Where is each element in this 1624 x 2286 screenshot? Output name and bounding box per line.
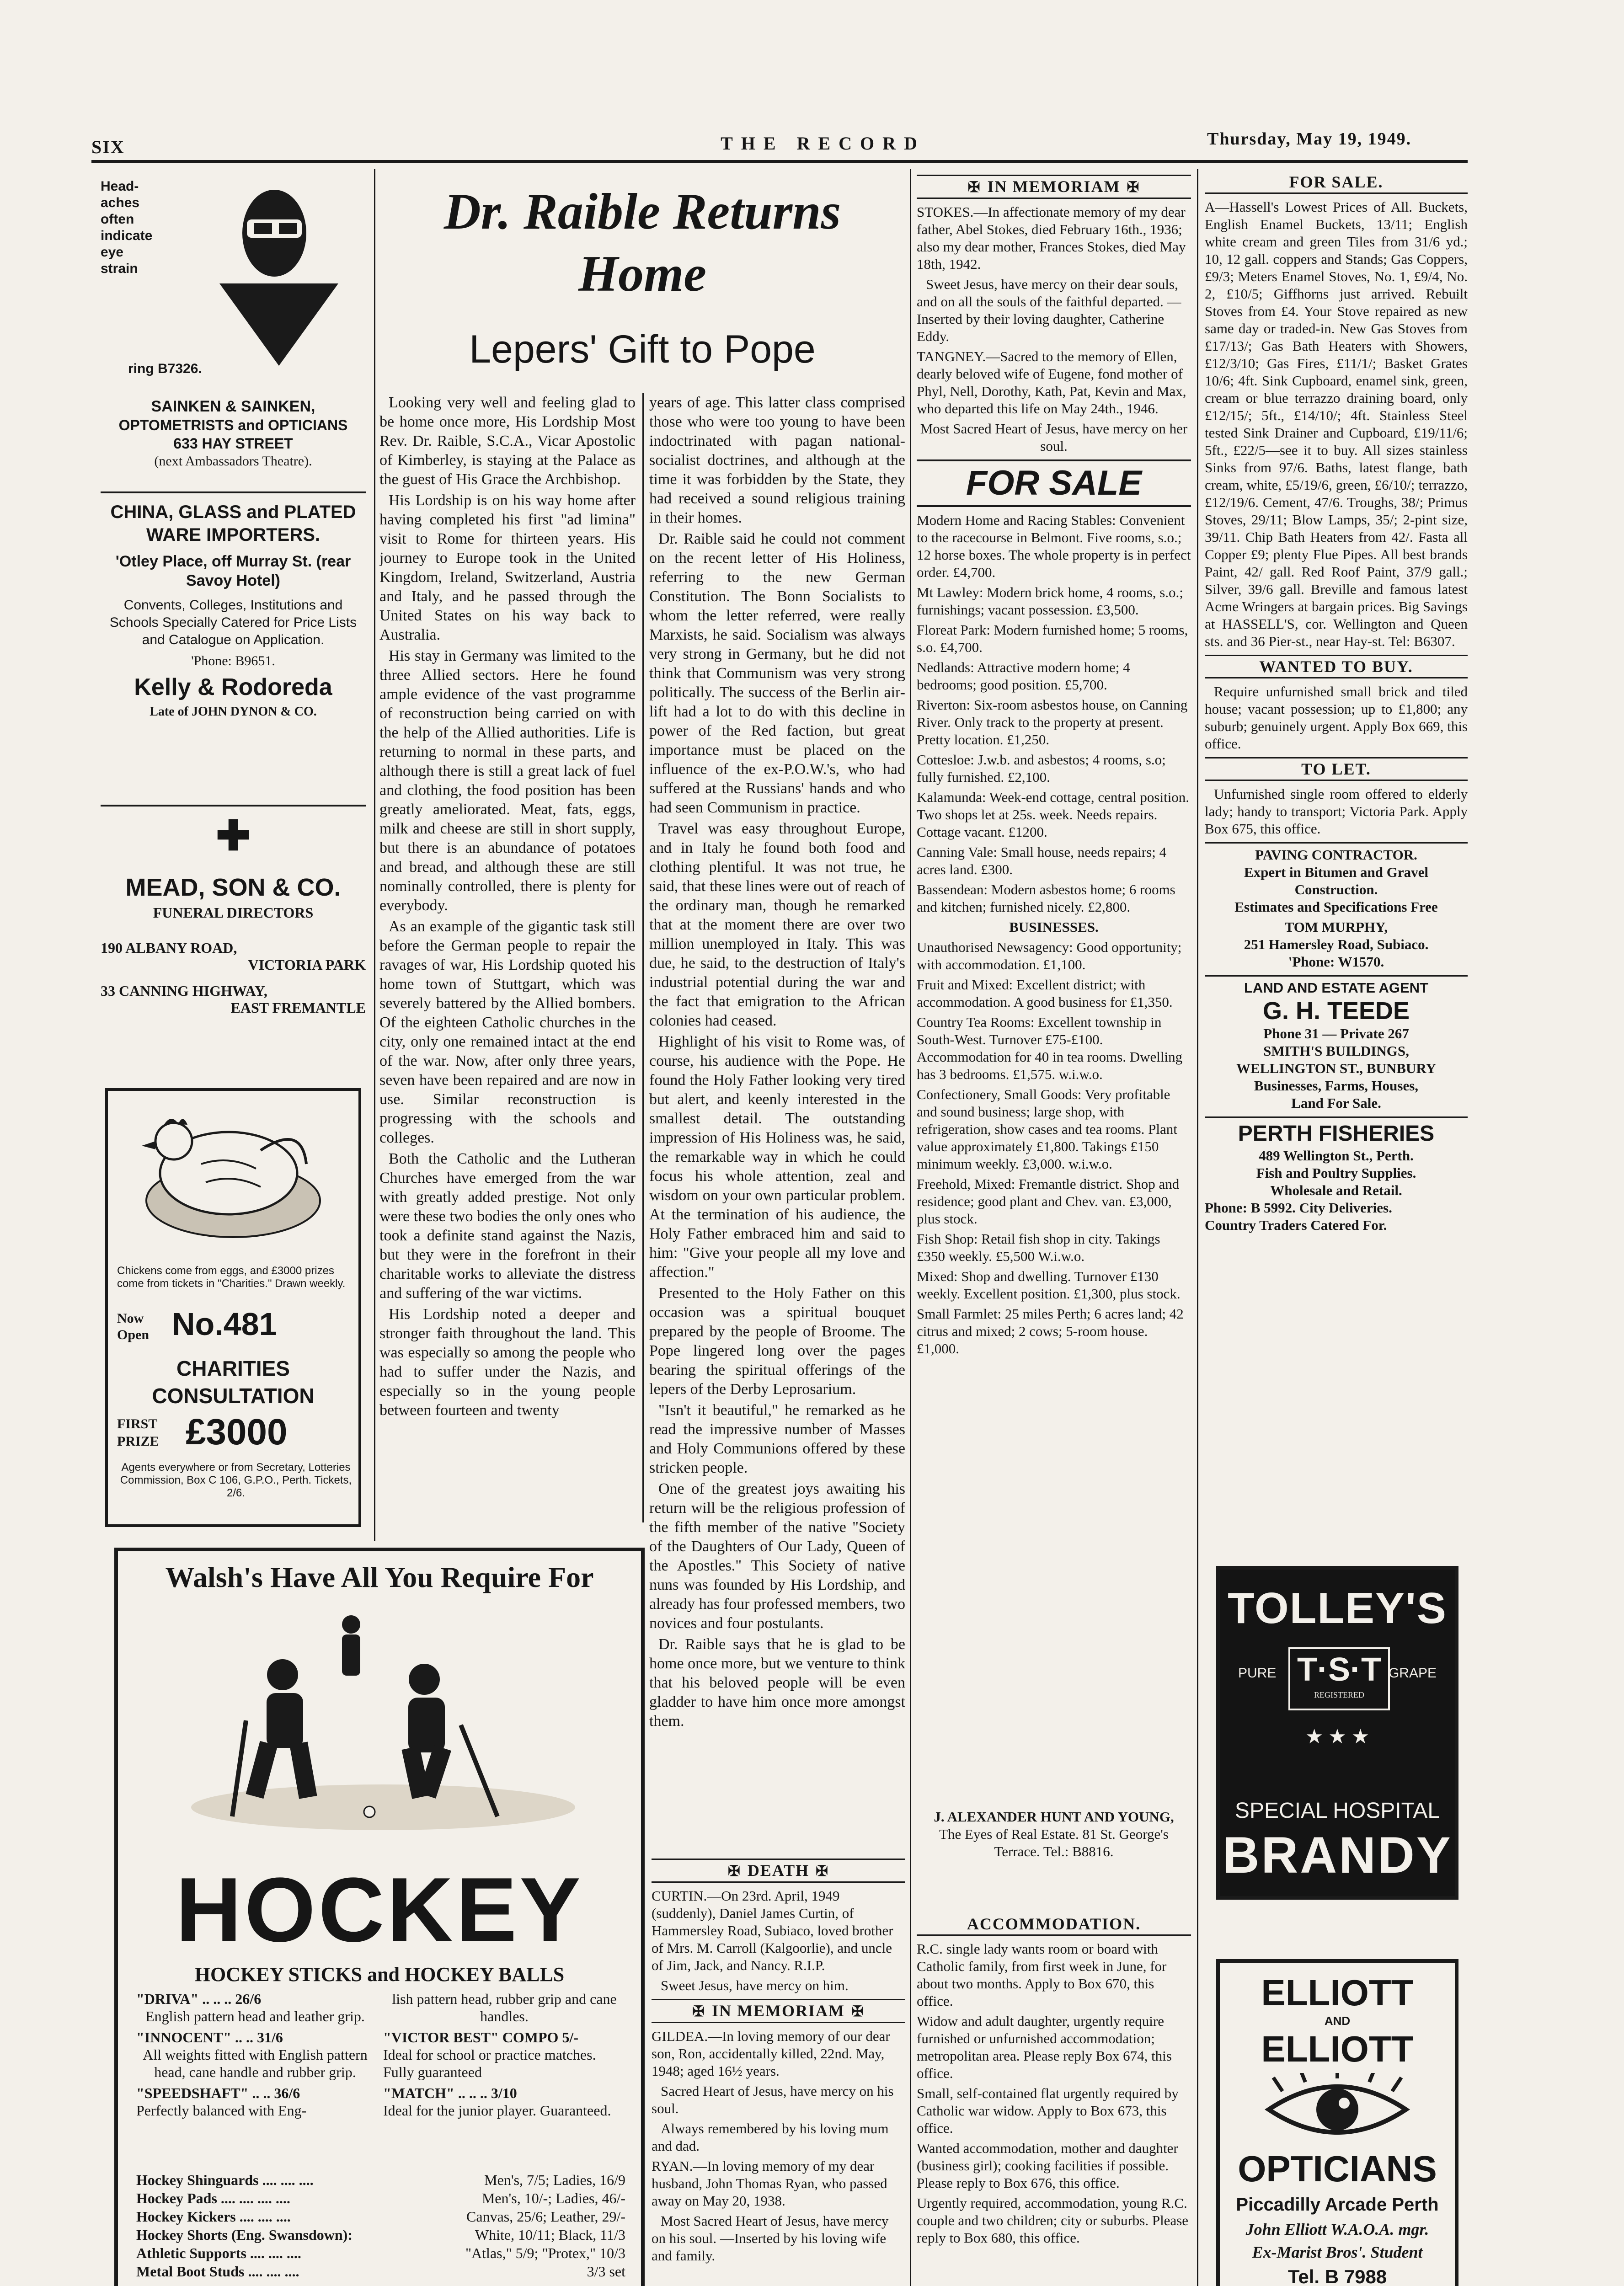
article-paragraph: Travel was easy throughout Europe, and in Italy he found both food and clothing plentiful. It was not true, he said, that these lines were out of reach of the ordinary man, though he remarked that at the moment there are over two million unemployed in Italy. This was due, he said, to the destruction of Italy's industrial potential during the war and the fact that emigration to the African colonies had ceased.	[649, 820, 905, 1029]
article-paragraph: years of age. This latter class comprised those who were too young to have been indoctrinated with pagan national-socialist doctrines, and although at the time it was forbidden by the State, they had received a sound religious training in their homes.	[649, 394, 905, 526]
article-paragraph: Presented to the Holy Father on this occasion was a spiritual bouquet prepared by the people of Broome. The Pope lingered long over the pages bearing the spiritual offerings of the lepers of the Derby Leprosarium.	[649, 1285, 905, 1398]
land-address-2: WELLINGTON ST., BUNBURY	[1236, 1060, 1437, 1076]
price-value: White, 10/11; Black, 11/3	[475, 2227, 625, 2243]
agent-name: J. ALEXANDER HUNT AND YOUNG,	[934, 1809, 1174, 1825]
column-rule	[1197, 169, 1198, 2286]
stick-name: "SPEEDSHAFT" .. .. 36/6	[136, 2085, 300, 2101]
hockey-price-list	[136, 2171, 625, 2281]
funeral-sub: FUNERAL DIRECTORS	[153, 904, 314, 921]
tolley-brandy: BRANDY	[1222, 1827, 1453, 1884]
china-late: Late of JOHN DYNON & CO.	[150, 705, 317, 719]
accommodation-entry: Wanted accommodation, mother and daughter (business girl); cooking facilities if possible. Please reply to Box 676, this office.	[917, 2140, 1178, 2191]
land-line-1: Businesses, Farms, Houses,	[1254, 1078, 1419, 1094]
hockey-heading: HOCKEY	[176, 1859, 583, 1961]
land-line-2: Land For Sale.	[1291, 1095, 1381, 1111]
paving-line-2: Estimates and Specifications Free	[1234, 899, 1438, 915]
funeral-address-1: 190 ALBANY ROAD,	[101, 940, 237, 956]
fisheries-phone: Phone: B 5992. City Deliveries.	[1205, 1200, 1392, 1216]
article-paragraph: Highlight of his visit to Rome was, of course, his audience with the Pope. He found the Holy Father looking very tired but alert, and keenly interested in the smallest detail. The outstanding impression of His Holiness was, he said, the remarkable way in which he could focus his whole attention, zeal and wisdom on your own particular problem. At the termination of his audience, the Holy Father embraced him and said to him: "Give your people all my love and affection."	[649, 1033, 905, 1281]
sale-listing: Confectionery, Small Goods: Very profitable and sound business; large shop, with refrigeration, show cases and tea rooms. Plant value approximately £1,800. Takings £150 minimum weekly. £3,000. w.i.w.o.	[917, 1086, 1177, 1172]
fisheries-address: 489 Wellington St., Perth.	[1259, 1148, 1414, 1164]
stick-name: "VICTOR BEST" COMPO 5/-	[383, 2029, 578, 2046]
sale-listing: Canning Vale: Small house, needs repairs; 4 acres land. £300.	[917, 844, 1167, 877]
fisheries-title: PERTH FISHERIES	[1238, 1122, 1435, 1146]
eye-icon	[1264, 2073, 1410, 2146]
tst-registered: REGISTERED	[1314, 1690, 1364, 1699]
wanted-body: Require unfurnished small brick and tiled house; vacant possession; up to £1,800; any suburb; genuinely urgent. Apply Box 669, this office.	[1205, 684, 1468, 752]
hockey-players-icon	[177, 1606, 589, 1844]
sale-listing: Nedlands: Attractive modern home; 4 bedrooms; good position. £5,700.	[917, 659, 1130, 693]
memoriam-entry: Sacred Heart of Jesus, have mercy on his soul.	[652, 2083, 894, 2116]
memoriam-entry: TANGNEY.—Sacred to the memory of Ellen, dearly beloved wife of Eugene, fond mother of Phyl, Nell, Dorothy, Kath, Pat, Kevin and Max, who departed this life on May 24th., 1946.	[917, 348, 1186, 417]
funeral-name: MEAD, SON & CO.	[125, 874, 341, 901]
china-phone: 'Phone: B9651.	[191, 653, 275, 668]
accommodation-entry: Urgently required, accommodation, young R.C. couple and two children; city or suburbs. Please reply to Box 680, this office.	[917, 2195, 1189, 2246]
column-rule	[910, 169, 911, 2286]
page-number: SIX	[91, 137, 125, 157]
hockey-stick-item	[383, 2029, 625, 2081]
cross-icon: ✠	[692, 2003, 706, 2019]
price-row	[136, 2189, 625, 2207]
elliott-opticians: OPTICIANS	[1238, 2148, 1437, 2189]
land-phone: Phone 31 — Private 267	[1263, 1025, 1409, 1042]
elliott-manager: John Elliott W.A.O.A. mgr.	[1245, 2220, 1429, 2238]
to-let-heading: TO LET.	[1205, 757, 1468, 781]
cross-icon: ✠	[1127, 179, 1140, 195]
paving-title: PAVING CONTRACTOR.	[1255, 847, 1417, 863]
sale-listing: Bassendean: Modern asbestos home; 6 rooms and kitchen; furnished nicely. £2,800.	[917, 881, 1175, 915]
hockey-right-list	[383, 1990, 625, 2119]
stick-desc: lish pattern head, rubber grip and cane handles.	[392, 1991, 617, 2024]
hockey-stick-item	[136, 1990, 374, 2025]
in-memoriam-heading	[917, 175, 1191, 199]
fisheries-line-1: Fish and Poultry Supplies.	[1256, 1165, 1416, 1181]
optometrist-address: 633 HAY STREET	[173, 435, 293, 452]
stick-name: "DRIVA" .. .. .. 26/6	[136, 1991, 262, 2007]
elliott-opticians-ad	[1216, 1959, 1458, 2286]
paving-ad	[1205, 842, 1468, 971]
tst-text: T·S·T	[1297, 1651, 1381, 1688]
stick-name: "MATCH" .. .. .. 3/10	[383, 2085, 517, 2101]
optometrist-name: SAINKEN & SAINKEN,	[151, 398, 315, 415]
charities-prize: £3000	[186, 1411, 288, 1452]
walsh-hockey-ad	[114, 1548, 645, 2286]
hockey-stick-item	[383, 1990, 625, 2025]
tolley-pure: PURE	[1238, 1666, 1277, 1681]
hassell-for-sale-heading: FOR SALE.	[1205, 171, 1468, 194]
land-name: G. H. TEEDE	[1262, 997, 1410, 1025]
china-address: 'Otley Place, off Murray St. (rear Savoy Hotel)	[115, 553, 351, 589]
eye-strain-label: Head-aches often indicate eye strain	[101, 179, 153, 276]
hockey-left-list	[136, 1990, 374, 2119]
memoriam-entry: Most Sacred Heart of Jesus, have mercy on her soul.	[920, 421, 1188, 454]
price-item: Metal Boot Studs .... .... ....	[136, 2263, 299, 2280]
paving-phone: 'Phone: W1570.	[1288, 954, 1384, 970]
price-row	[136, 2244, 625, 2262]
price-item: Athletic Supports .... .... ....	[136, 2245, 301, 2261]
elliott-ex-marist: Ex-Marist Bros'. Student	[1252, 2243, 1423, 2261]
price-value: 3/3 set	[587, 2263, 625, 2280]
tolley-grape: GRAPE	[1388, 1666, 1437, 1681]
death-label: DEATH	[747, 1861, 810, 1880]
accommodation-column	[917, 1909, 1191, 2249]
cross-icon: ✠	[967, 179, 981, 195]
memoriam-entry: Always remembered by his loving mum and dad.	[652, 2120, 889, 2154]
china-firm: Kelly & Rodoreda	[134, 674, 332, 700]
article-paragraph: Both the Catholic and the Lutheran Churches have emerged from the war with greatly added prestige. Not only were these two bodies the only ones who took a definite stand against the Nazis, but they were in the forefront in their charitable works to alleviate the distress and suffering of the war victims.	[379, 1150, 636, 1302]
price-value: Men's, 10/-; Ladies, 46/-	[481, 2190, 625, 2206]
masthead-title: THE RECORD	[721, 133, 925, 154]
price-row	[136, 2207, 625, 2226]
price-value: Canvas, 25/6; Leather, 29/-	[466, 2208, 625, 2225]
fisheries-country: Country Traders Catered For.	[1205, 1217, 1387, 1233]
hockey-stick-item	[136, 2029, 374, 2081]
memoriam-entry: Most Sacred Heart of Jesus, have mercy on his soul. —Inserted by his loving wife and family.	[652, 2213, 889, 2264]
accommodation-entry: Widow and adult daughter, urgently require furnished or unfurnished accommodation; metropolitan area. Please reply Box 674, this office.	[917, 2013, 1172, 2081]
fisheries-line-2: Wholesale and Retail.	[1270, 1182, 1402, 1198]
classifieds-column	[917, 169, 1191, 1404]
masthead-rule	[91, 160, 1468, 163]
sale-listing: Floreat Park: Modern furnished home; 5 rooms, s.o. £4,700.	[917, 622, 1188, 655]
sale-listing: Mt Lawley: Modern brick home, 4 rooms, s.o.; furnishings; vacant possession. £3,500.	[917, 584, 1183, 618]
article-paragraph: Dr. Raible said he could not comment on the recent letter of His Holiness, referring to the new German Constitution. The Bonn Socialists to whom the letter referred, were really Marxists, he said. Socialism was always very strong in Germany, but he did not think that Communism was very strong politically. The success of the Berlin air-lift had a lot to do with this decline in power of the Red faction, but great importance must be placed on the influence of the ex-P.O.W.'s, who had suffered at the Russians' hands and who had seen Communism in practice.	[649, 530, 905, 816]
to-let-body: Unfurnished single room offered to elderly lady; handy to transport; Victoria Park. Apply Box 675, this office.	[1205, 786, 1468, 837]
article-column-a	[379, 393, 636, 1522]
price-row	[136, 2171, 625, 2189]
tst-badge	[1288, 1647, 1390, 1710]
cross-icon: ✠	[816, 1863, 829, 1879]
elliott-and: AND	[1324, 2014, 1351, 2028]
death-heading	[652, 1859, 905, 1883]
memoriam-entry: RYAN.—In loving memory of my dear husband, John Thomas Ryan, who passed away on May 20, 1938.	[652, 2158, 887, 2209]
sale-listing: Unauthorised Newsagency: Good opportunity; with accommodation. £1,100.	[917, 939, 1182, 972]
optometrist-note: (next Ambassadors Theatre).	[154, 454, 312, 469]
optometrist-sub: OPTOMETRISTS and OPTICIANS	[118, 417, 348, 433]
in-memoriam-label: IN MEMORIAM	[712, 2002, 845, 2020]
price-value: "Atlas," 5/9; "Protex," 10/3	[465, 2245, 625, 2261]
price-row	[136, 2226, 625, 2244]
memoriam-entry: STOKES.—In affectionate memory of my dear father, Abel Stokes, died February 16th., 1936; also my dear mother, Frances Stokes, died May 18th, 1942.	[917, 204, 1186, 272]
tolley-special: SPECIAL HOSPITAL	[1234, 1799, 1440, 1823]
accommodation-entry: Small, self-contained flat urgently required by Catholic war widow. Apply to Box 673, this office.	[917, 2085, 1179, 2136]
sale-listing: Country Tea Rooms: Excellent township in South-West. Turnover £75-£100. Accommodation for 40 in tea rooms. Dwelling has 3 bedrooms. £1,575. w.i.w.o.	[917, 1014, 1183, 1082]
divider	[101, 491, 366, 493]
wanted-heading: WANTED TO BUY.	[1205, 655, 1468, 678]
hockey-stick-item	[383, 2084, 625, 2119]
elliott-name-2: ELLIOTT	[1261, 2029, 1414, 2069]
sale-listing: Cottesloe: J.w.b. and asbestos; 4 rooms, s.o; fully furnished. £2,100.	[917, 752, 1166, 785]
elliott-tel: Tel. B 7988	[1287, 2266, 1387, 2286]
land-address-1: SMITH'S BUILDINGS,	[1263, 1043, 1409, 1059]
article-paragraph: His stay in Germany was limited to the three Allied sectors. Here he found ample evidence of the vast programme of reconstruction being carried on with the help of the Allied authorities. Life is returning to normal in these parts, and although there is still a great lack of fuel and clothing, the food position has been greatly ameliorated. Meat, fats, eggs, milk and cheese are still in short supply, but there is an abundance of potatoes and bread, and although these are still nominally controlled, there is plenty for everybody.	[379, 647, 636, 914]
article-paragraph: Looking very well and feeling glad to be home once more, His Lordship Most Rev. Dr. Raible, S.C.A., Vicar Apostolic of Kimberley, is staying at the Palace as the guest of His Grace the Archbishop.	[379, 394, 636, 488]
cross-icon: ✠	[851, 2003, 865, 2019]
sale-listing: Riverton: Six-room asbestos house, on Canning River. Only track to the property at present. Pretty location. £1,250.	[917, 697, 1188, 748]
charities-now-open: Now Open	[117, 1311, 150, 1342]
hen-icon	[110, 1095, 357, 1260]
article-paragraph: One of the greatest joys awaiting his return will be the religious profession of the fifth member of the native "Society of the Daughters of Our Lady, Queen of the Apostles." This Society of native nuns was founded by His Lordship, and already has four professed members, two novices and four postulants.	[649, 1480, 905, 1632]
sale-listing: Fruit and Mixed: Excellent district; with accommodation. A good business for £1,350.	[917, 977, 1173, 1010]
price-value: Men's, 7/5; Ladies, 16/9	[484, 2172, 625, 2188]
charities-agents: Agents everywhere or from Secretary, Lotteries Commission, Box C 106, G.P.O., Perth. Tickets, 2/6.	[120, 1461, 352, 1499]
divider	[101, 805, 366, 807]
article-column-b	[649, 393, 905, 1884]
funeral-ad	[101, 814, 366, 1016]
sale-listing: Fish Shop: Retail fish shop in city. Takings £350 weekly. £5,500 W.i.w.o.	[917, 1231, 1160, 1264]
funeral-address-4: EAST FREMANTLE	[230, 999, 366, 1016]
stick-desc: English pattern head and leather grip.	[145, 2008, 365, 2024]
article-paragraph: His Lordship is on his way home after having completed his first "ad limina" visit to Rome for thirteen years. His journey to Europe took in the United Kingdom, Ireland, Switzerland, Austria and Italy, and he passed through the United States on his way back to Australia.	[379, 492, 636, 643]
hockey-stick-item	[136, 2084, 374, 2119]
stick-desc: Ideal for school or practice matches. Fully guaranteed	[383, 2046, 596, 2080]
optometrist-ad	[101, 178, 366, 489]
price-row	[136, 2262, 625, 2281]
walsh-title: Walsh's Have All You Require For	[165, 1561, 594, 1593]
land-agent-ad	[1205, 975, 1468, 1112]
cross-icon: ✚	[216, 814, 251, 859]
tolley-brandy-ad	[1216, 1566, 1458, 1900]
china-title: CHINA, GLASS and PLATED WARE IMPORTERS.	[110, 502, 356, 545]
stick-desc: Ideal for the junior player. Guaranteed.	[383, 2102, 611, 2119]
agent-address: The Eyes of Real Estate. 81 St. George's Terrace. Tel.: B8816.	[939, 1826, 1169, 1859]
paving-line-1: Expert in Bitumen and Gravel Construction.	[1244, 864, 1428, 897]
charities-caption: Chickens come from eggs, and £3000 prizes come from tickets in "Charities." Drawn weekly.	[117, 1265, 346, 1290]
cross-icon: ✠	[728, 1863, 741, 1879]
tolley-name: TOLLEY'S	[1228, 1584, 1447, 1633]
elliott-arcade: Piccadilly Arcade Perth	[1236, 2195, 1439, 2215]
column-rule	[642, 393, 644, 1522]
price-item: Hockey Shinguards .... .... ....	[136, 2172, 314, 2188]
article-headline: Dr. Raible Returns Home	[443, 183, 841, 302]
fisheries-ad	[1205, 1116, 1468, 1234]
stick-name: "INNOCENT" .. .. 31/6	[136, 2029, 283, 2046]
charities-number: No.481	[172, 1306, 277, 1342]
charities-first-prize: FIRST PRIZE	[117, 1416, 159, 1449]
sale-listing: Kalamunda: Week-end cottage, central position. Two shops let at 25s. week. Needs repairs. Cottage vacant. £1200.	[917, 789, 1190, 840]
sale-listing: Small Farmlet: 25 miles Perth; 6 acres land; 42 citrus and mixed; 2 cows; 5-room house. £1,000.	[917, 1306, 1184, 1357]
in-memoriam-heading	[652, 1999, 905, 2023]
sale-listing: Modern Home and Racing Stables: Convenient to the racecourse in Belmont. Five rooms, s.o.; 12 horse boxes. The whole property is in perfect order. £4,700.	[917, 512, 1191, 580]
accommodation-heading: ACCOMMODATION.	[917, 1913, 1191, 1936]
elliott-name-1: ELLIOTT	[1261, 1972, 1414, 2013]
agent-block	[917, 1808, 1191, 1860]
right-column	[1205, 171, 1468, 1234]
article-subhead: Lepers' Gift to Pope	[469, 327, 816, 371]
paving-address: 251 Hamersley Road, Subiaco.	[1244, 936, 1429, 952]
death-entry: Sweet Jesus, have mercy on him.	[661, 1977, 849, 1993]
charities-ad	[105, 1088, 361, 1527]
stick-desc: Perfectly balanced with Eng-	[136, 2102, 307, 2119]
charities-title: CHARITIES	[176, 1357, 290, 1380]
hassell-ad-body: A—Hassell's Lowest Prices of All. Buckets, English Enamel Buckets, 13/11; English white cream and green Tiles from 31/6 yd.; 10, 12 gall. coppers and Stands; Gas Coppers, £9/3; Meters Enamel Stoves, No. 1, £9/4, No. 2, £10/5; Giffhorns just arrived. Rebuilt Stoves from £4. Your Stove repaired as new same day or traded-in. New Gas Stoves from £17/13/; Gas Bath Heaters with Showers, £12/3/10; Gas Fires, £11/1/; Basket Grates 10/6; 4ft. Sink Cupboard, enamel sink, green, cream or blue terrazzo draining board, only £12/15/; 5ft., £14/10/; 4ft. Stainless Steel tested Sink Drainer and Cupboard, £19/11/6; 5ft., £22/5—see it to buy. All sizes stainless Sinks from 97/6. Baths, latest flange, bath cream, white, £5/19/6, green, £6/10/; terrazzo, £12/19/6. Cement, 47/6. Troughs, 38/; Primus Stoves, 29/11; Blow Lamps, 35/; 2-pint size, 39/11. Chip Bath Heaters from 42/. Fasta all Copper £9; plenty Flue Pipes. All best brands Paint, 42/ gall. Red Roof Paint, 37/9 gall.; Silver, 39/6 gall. Breville and famous latest Acme Wringers at bargain prices. Big Savings at HASSELL'S, cor. Wellington and Queen sts. and 36 Pier-st., near Hay-st. Tel: B6307.	[1205, 199, 1468, 649]
article-paragraph: Dr. Raible says that he is glad to be home once more, but we venture to think that his beloved people will be even gladder to have him once more amongst them.	[649, 1636, 905, 1730]
headache-figure-icon	[210, 178, 347, 370]
land-title: LAND AND ESTATE AGENT	[1244, 980, 1428, 996]
article-paragraph: His Lordship noted a deeper and stronger faith throughout the land. This was especially so among the people who had to suffer under the Nazis, and especially so in the young people between fourteen and twenty	[379, 1306, 636, 1419]
paving-name: TOM MURPHY,	[1284, 919, 1388, 935]
stick-desc: All weights fitted with English pattern head, cane handle and rubber grip.	[143, 2046, 368, 2080]
hockey-subheading: HOCKEY STICKS and HOCKEY BALLS	[194, 1963, 565, 1986]
price-item: Hockey Pads .... .... .... ....	[136, 2190, 290, 2206]
china-ad	[101, 501, 366, 719]
sale-listing: Freehold, Mixed: Fremantle district. Shop and residence; good plant and Chev. van. £3,000, plus stock.	[917, 1176, 1180, 1227]
death-notices	[652, 1854, 905, 2267]
sale-listing: Mixed: Shop and dwelling. Turnover £130 weekly. Excellent position. £1,300, plus stock.	[917, 1268, 1181, 1302]
memoriam-entry: GILDEA.—In loving memory of our dear son, Ron, accidentally killed, 22nd. May, 1948; aged 16½ years.	[652, 2028, 890, 2079]
charities-consultation: CONSULTATION	[152, 1384, 315, 1408]
article-paragraph: "Isn't it beautiful," he remarked as he read the impressive number of Masses and Holy Communions offered by these stricken people.	[649, 1402, 905, 1476]
for-sale-heading: FOR SALE	[917, 459, 1191, 507]
china-body: Convents, Colleges, Institutions and Schools Specially Catered for Price Lists and Catalogue on Application.	[109, 598, 357, 647]
masthead-date: Thursday, May 19, 1949.	[1207, 129, 1412, 149]
businesses-heading: BUSINESSES.	[1009, 919, 1099, 935]
column-rule	[374, 169, 375, 1541]
in-memoriam-label: IN MEMORIAM	[987, 177, 1121, 196]
funeral-address-2: VICTORIA PARK	[248, 956, 366, 973]
price-item: Hockey Shorts (Eng. Swansdown):	[136, 2227, 353, 2243]
funeral-address-3: 33 CANNING HIGHWAY,	[101, 983, 267, 999]
ring-phone: ring B7326.	[128, 361, 202, 376]
price-item: Hockey Kickers .... .... ....	[136, 2208, 291, 2225]
memoriam-entry: Sweet Jesus, have mercy on their dear souls, and on all the souls of the faithful departed. —Inserted by their loving daughter, Catherine Eddy.	[917, 276, 1181, 344]
tolley-stars: ★ ★ ★	[1305, 1725, 1370, 1748]
accommodation-entry: R.C. single lady wants room or board with Catholic family, from first week in June, for about two months. Apply to Box 670, this office.	[917, 1941, 1167, 2009]
death-entry: CURTIN.—On 23rd. April, 1949 (suddenly), Daniel James Curtin, of Hammersley Road, Subiaco, loved brother of Mrs. M. Carroll (Kalgoorlie), and uncle of Jim, Jack, and Nancy. R.I.P.	[652, 1888, 893, 1973]
article-paragraph: As an example of the gigantic task still before the German people to repair the ravages of war, His Lordship quoted his home town of Stuttgart, which was severely battered by the Allied bombers. Of the eighteen Catholic churches in the city, only one remained intact at the end of the war. Now, after only three years, seven have been repaired and are now in use. Similar reconstruction is progressing with the schools and colleges.	[379, 918, 636, 1146]
